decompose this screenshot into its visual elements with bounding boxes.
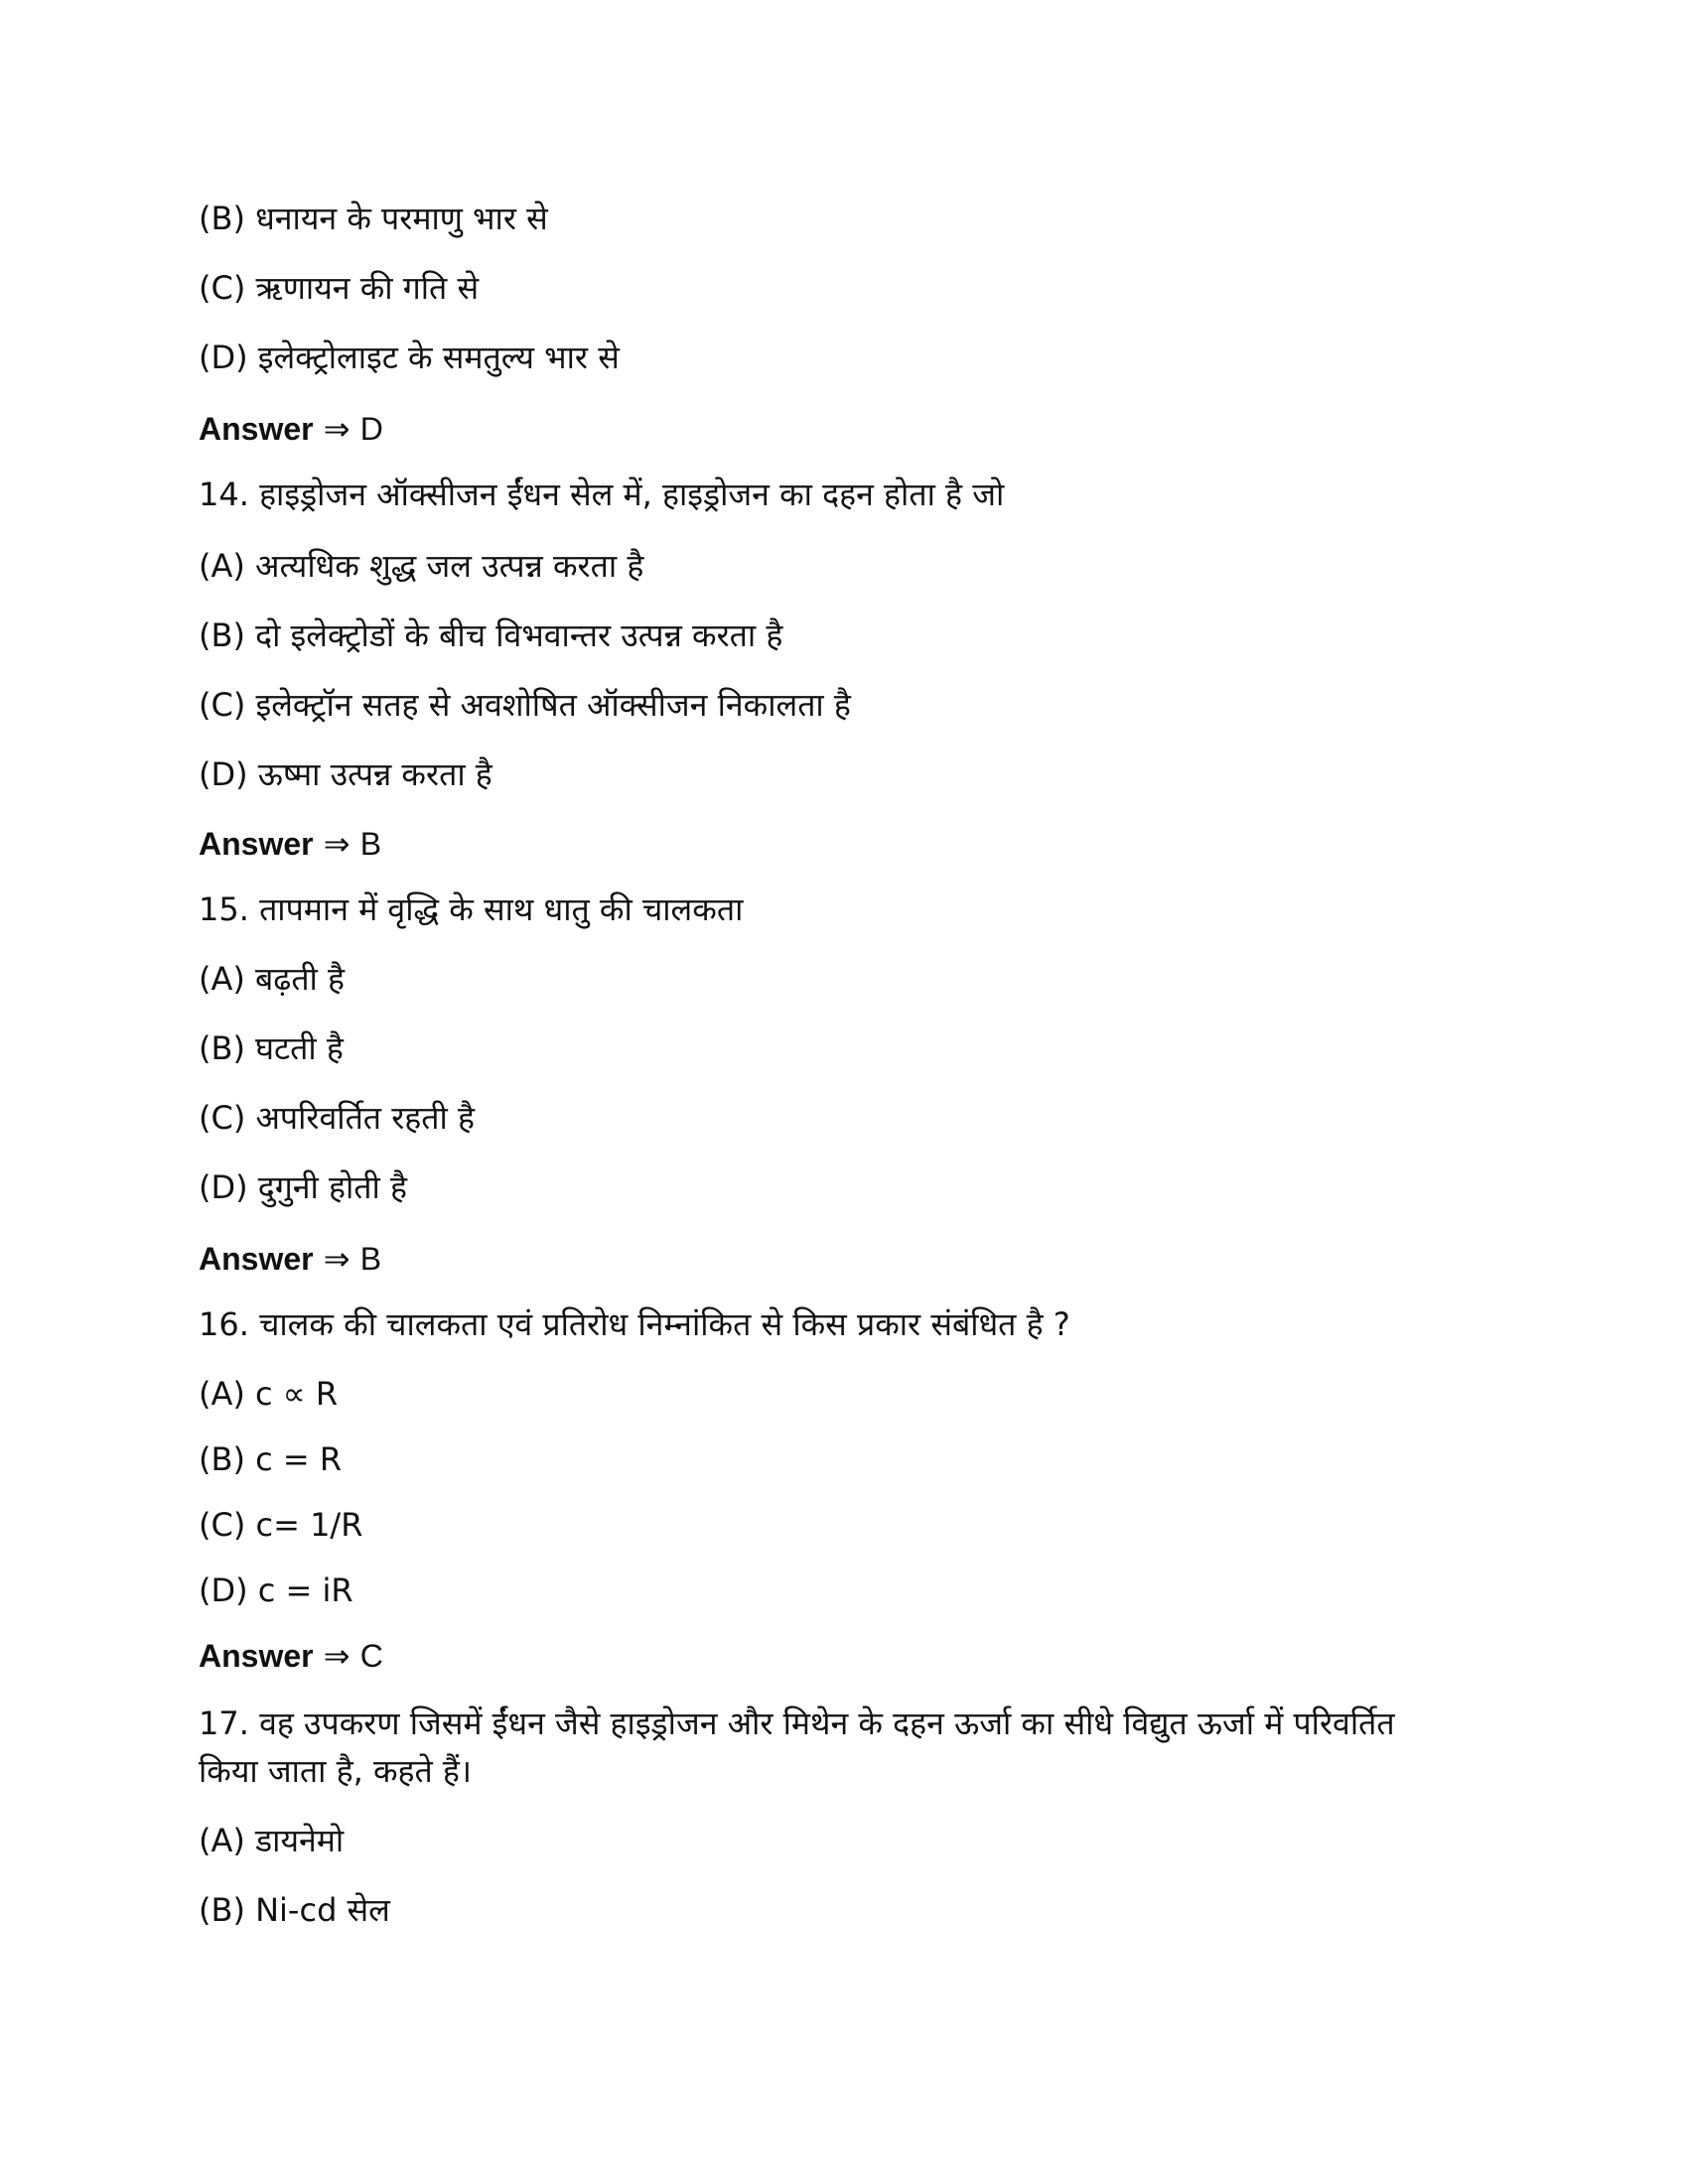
q17-option-b: (B) Ni-cd सेल xyxy=(199,1891,390,1929)
q15-question: 15. तापमान में वृद्धि के साथ धातु की चालकता xyxy=(199,890,744,928)
q15-option-c: (C) अपरिवर्तित रहती है xyxy=(199,1099,475,1137)
answer-arrow: ⇒ xyxy=(323,826,351,862)
q16-option-b: (B) c = R xyxy=(199,1440,343,1478)
q16-question: 16. चालक की चालकता एवं प्रतिरोध निम्नांकित से किस प्रकार संबंधित है ? xyxy=(199,1305,1070,1343)
q16-answer xyxy=(199,1632,383,1680)
q13-option-d: (D) इलेक्ट्रोलाइट के समतुल्य भार से xyxy=(199,339,620,376)
q16-option-d: (D) c = iR xyxy=(199,1571,353,1609)
answer-label: Answer xyxy=(199,826,314,862)
answer-arrow: ⇒ xyxy=(323,411,351,447)
q14-option-c: (C) इलेक्ट्रॉन सतह से अवशोषित ऑक्सीजन निकालता है xyxy=(199,686,851,724)
q15-option-b: (B) घटती है xyxy=(199,1029,344,1067)
q14-option-d: (D) ऊष्मा उत्पन्न करता है xyxy=(199,755,492,793)
q13-answer xyxy=(199,405,383,453)
answer-label: Answer xyxy=(199,1638,314,1674)
q13-option-c: (C) ऋणायन की गति से xyxy=(199,269,480,307)
q17-question: 17. वह उपकरण जिसमें ईंधन जैसे हाइड्रोजन और मिथेन के दहन ऊर्जा का सीधे विद्युत ऊर्जा में परिवर्तित किया जाता है, कहते हैं। xyxy=(199,1705,1395,1790)
q14-answer xyxy=(199,820,381,868)
q15-option-a: (A) बढ़ती है xyxy=(199,960,346,998)
q16-option-a: (A) c ∝ R xyxy=(199,1375,339,1413)
q15-answer xyxy=(199,1235,381,1283)
q16-option-c: (C) c= 1/R xyxy=(199,1506,363,1544)
q14-option-b: (B) दो इलेक्ट्रोडों के बीच विभवान्तर उत्पन्न करता है xyxy=(199,616,783,654)
q17-option-a: (A) डायनेमो xyxy=(199,1822,345,1859)
answer-value: C xyxy=(359,1638,383,1674)
answer-label: Answer xyxy=(199,411,314,447)
answer-arrow: ⇒ xyxy=(323,1241,351,1277)
answer-value: B xyxy=(359,1241,382,1277)
answer-label: Answer xyxy=(199,1241,314,1277)
answer-value: B xyxy=(359,826,382,862)
answer-value: D xyxy=(359,411,383,447)
q14-question: 14. हाइड्रोजन ऑक्सीजन ईंधन सेल में, हाइड्रोजन का दहन होता है जो xyxy=(199,476,1005,513)
q13-option-b: (B) धनायन के परमाणु भार से xyxy=(199,200,548,237)
q15-option-d: (D) दुगुनी होती है xyxy=(199,1168,407,1206)
answer-arrow: ⇒ xyxy=(323,1638,351,1674)
q14-option-a: (A) अत्यधिक शुद्ध जल उत्पन्न करता है xyxy=(199,547,644,585)
